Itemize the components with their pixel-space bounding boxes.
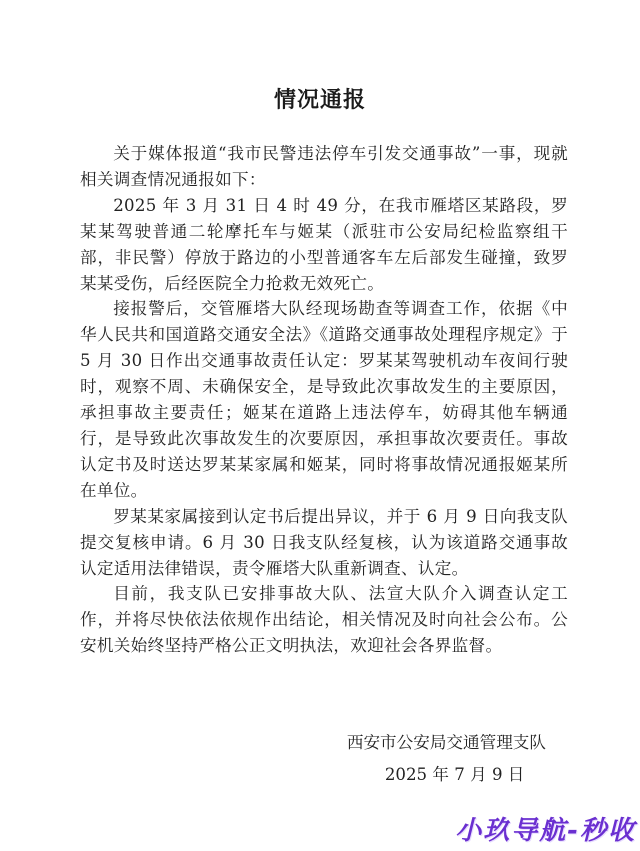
- paragraph-liability: 接报警后，交管雁塔大队经现场勘查等调查工作，依据《中华人民共和国道路交通安全法》《道路交通事故处理程序规定》于 5 月 30 日作出交通事故责任认定：罗某某驾驶机动车夜间行驶时，观察不周、未确保安全，是导致此次事故发生的主要原因，承担事故主要责任；姬某在道路上违法停车，妨碍其他车辆通行，是导致此次事故发生的次要原因，承担事故次要责任。事故认定书及时送达罗某某家属和姬某，同时将事故情况通报姬某所在单位。: [80, 299, 568, 500]
- signature-block: [347, 727, 546, 791]
- watermark: 小玖导航-秒收: [455, 816, 636, 846]
- paragraph-current-status: 目前，我支队已安排事故大队、法宣大队介入调查认定工作，并将尽快依法依规作出结论，相关情况及时向社会公布。公安机关始终坚持严格公正文明执法，欢迎社会各界监督。: [80, 584, 568, 656]
- paragraph-review: 罗某某家属接到认定书后提出异议，并于 6 月 9 日向我支队提交复核申请。6 月 30 日我支队经复核，认为该道路交通事故认定适用法律错误，责令雁塔大队重新调查、认定。: [80, 506, 568, 578]
- paragraph-incident: 2025 年 3 月 31 日 4 时 49 分，在我市雁塔区某路段，罗某某驾驶普通二轮摩托车与姬某（派驻市公安局纪检监察组干部，非民警）停放于路边的小型普通客车左后部发生碰撞，致罗某某受伤，后经医院全力抢救无效死亡。: [80, 195, 568, 293]
- document-body: [80, 141, 568, 659]
- paragraph-intro: 关于媒体报道“我市民警违法停车引发交通事故”一事，现就相关调查情况通报如下：: [80, 144, 568, 189]
- issue-date: 2025 年 7 月 9 日: [384, 765, 525, 784]
- issuing-organization: 西安市公安局交通管理支队: [346, 733, 546, 752]
- document-title: 情况通报: [273, 88, 366, 113]
